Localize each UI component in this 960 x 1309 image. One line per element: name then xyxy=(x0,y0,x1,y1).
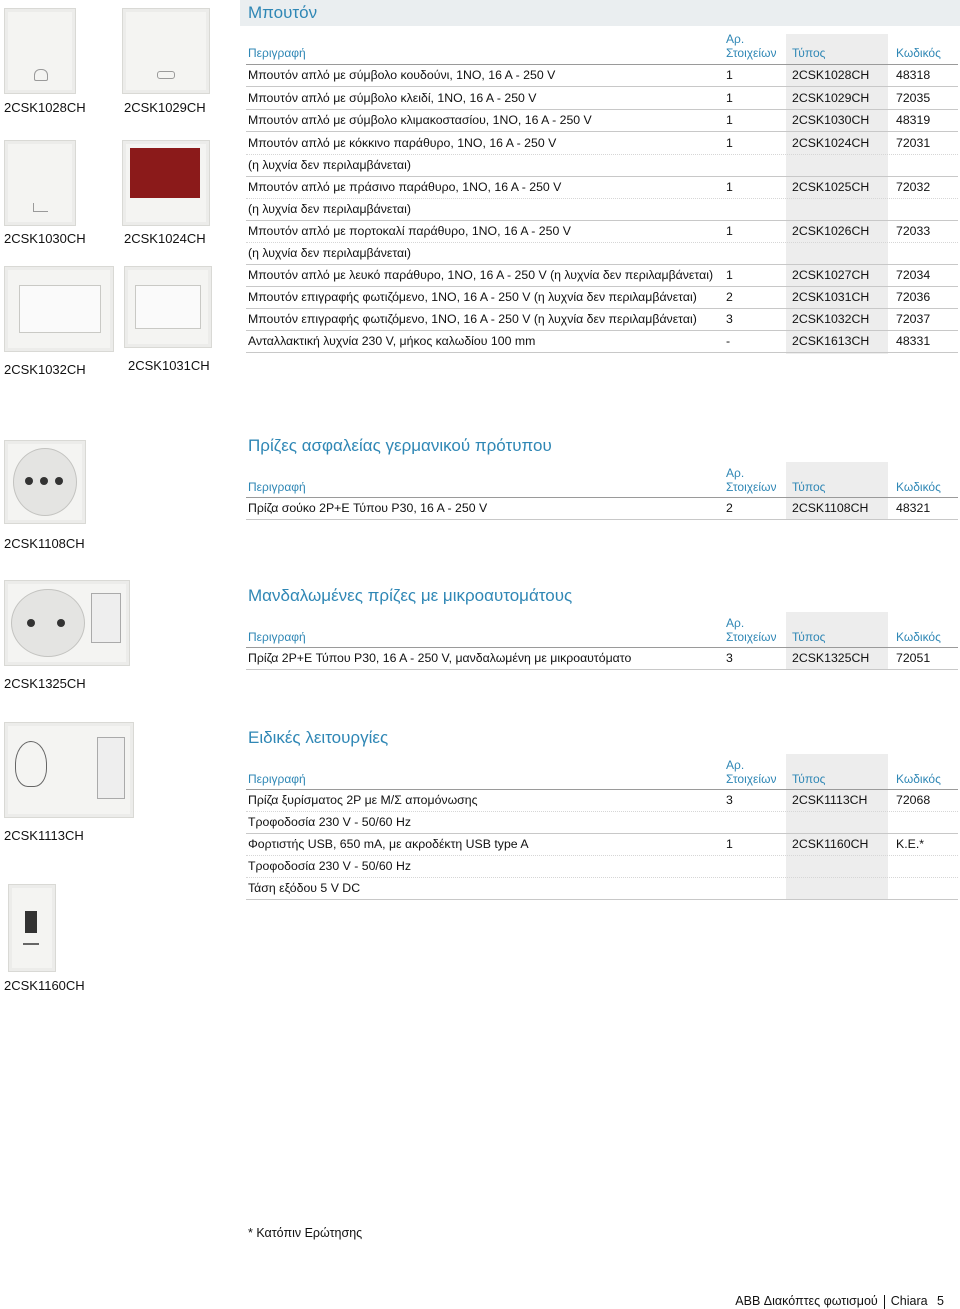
table-row xyxy=(246,286,958,309)
footer-series: Chiara xyxy=(890,1294,928,1308)
table-row xyxy=(246,132,958,155)
row-count: 1 xyxy=(726,136,733,150)
product-label-2csk1032ch: 2CSK1032CH xyxy=(4,362,86,377)
product-image-2csk1031ch xyxy=(124,266,212,348)
table-row xyxy=(246,154,958,177)
row-description: Μπουτόν απλό με σύμβολο κουδούνι, 1NO, 16 A - 250 V xyxy=(248,68,556,82)
product-label-2csk1108ch: 2CSK1108CH xyxy=(4,536,85,551)
socket-hole xyxy=(25,477,33,485)
row-count: 3 xyxy=(726,312,733,326)
row-type: 2CSK1613CH xyxy=(792,334,870,348)
row-count: 1 xyxy=(726,224,733,238)
header-type: Τύπος xyxy=(792,630,826,644)
row-code: 72068 xyxy=(896,793,931,807)
header-count-2: Στοιχείων xyxy=(726,480,777,494)
row-code: 72034 xyxy=(896,268,931,282)
row-type: 2CSK1032CH xyxy=(792,312,870,326)
page-footer xyxy=(735,1294,944,1309)
header-code: Κωδικός xyxy=(896,46,941,60)
row-code: 72031 xyxy=(896,136,931,150)
table-row xyxy=(246,242,958,265)
row-type: 2CSK1029CH xyxy=(792,91,870,105)
row-type: 2CSK1027CH xyxy=(792,268,870,282)
header-count-1: Αρ. xyxy=(726,616,745,630)
row-description: Πρίζα σούκο 2P+E Τύπου P30, 16 A - 250 V xyxy=(248,501,488,515)
row-count: 3 xyxy=(726,651,733,665)
row-code: 48331 xyxy=(896,334,931,348)
stairs-icon xyxy=(33,203,48,212)
bell-icon xyxy=(34,69,48,81)
row-count: 2 xyxy=(726,501,733,515)
footnote: * Κατόπιν Ερώτησης xyxy=(248,1226,363,1240)
socket-hole xyxy=(55,477,63,485)
header-description: Περιγραφή xyxy=(248,630,306,644)
product-label-2csk1160ch: 2CSK1160CH xyxy=(4,978,85,993)
row-description: Μπουτόν απλό με σύμβολο κλιμακοστασίου, 1NO, 16 A - 250 V xyxy=(248,113,592,127)
row-type: 2CSK1160CH xyxy=(792,837,869,851)
product-image-2csk1113ch xyxy=(4,722,134,818)
section-title-bar xyxy=(240,0,960,26)
row-count: 1 xyxy=(726,91,733,105)
table-row xyxy=(246,855,958,878)
row-type: 2CSK1113CH xyxy=(792,793,868,807)
breaker-switch xyxy=(91,593,121,643)
header-count-2: Στοιχείων xyxy=(726,772,777,786)
label-window xyxy=(19,285,101,333)
table-row xyxy=(246,811,958,834)
header-count-1: Αρ. xyxy=(726,758,745,772)
key-icon xyxy=(157,71,175,79)
row-count: 1 xyxy=(726,180,733,194)
row-description: Τάση εξόδου 5 V DC xyxy=(248,881,361,895)
section-title: Πρίζες ασφαλείας γερμανικού πρότυπου xyxy=(248,436,552,455)
page-number: 5 xyxy=(937,1294,944,1308)
header-count-1: Αρ. xyxy=(726,466,745,480)
product-image-2csk1325ch xyxy=(4,580,130,666)
row-type: 2CSK1026CH xyxy=(792,224,870,238)
table-row xyxy=(246,198,958,221)
table-row xyxy=(246,264,958,287)
table-row xyxy=(246,789,958,812)
product-image-2csk1024ch xyxy=(122,140,210,226)
product-label-2csk1031ch: 2CSK1031CH xyxy=(128,358,210,373)
label-window xyxy=(135,285,201,329)
usb-icon xyxy=(23,943,39,945)
row-code: 48319 xyxy=(896,113,931,127)
row-description: Μπουτόν απλό με πράσινο παράθυρο, 1NO, 16 A - 250 V xyxy=(248,180,562,194)
row-count: 2 xyxy=(726,290,733,304)
row-description: Τροφοδοσία 230 V - 50/60 Hz xyxy=(248,859,411,873)
row-description: Μπουτόν απλό με πορτοκαλί παράθυρο, 1NO, 16 A - 250 V xyxy=(248,224,571,238)
header-code: Κωδικός xyxy=(896,480,941,494)
product-label-2csk1029ch: 2CSK1029CH xyxy=(124,100,206,115)
row-count: 3 xyxy=(726,793,733,807)
row-count: 1 xyxy=(726,268,733,282)
row-description: Μπουτόν απλό με σύμβολο κλειδί, 1NO, 16 A - 250 V xyxy=(248,91,537,105)
table-row xyxy=(246,497,958,520)
product-label-2csk1030ch: 2CSK1030CH xyxy=(4,231,86,246)
row-count: 1 xyxy=(726,68,733,82)
header-description: Περιγραφή xyxy=(248,772,306,786)
footer-divider xyxy=(884,1295,885,1309)
row-description: Μπουτόν επιγραφής φωτιζόμενο, 1NO, 16 A - 250 V (η λυχνία δεν περιλαμβάνεται) xyxy=(248,312,697,326)
row-code: 72032 xyxy=(896,180,931,194)
product-image-2csk1028ch xyxy=(4,8,76,94)
table-row xyxy=(246,87,958,110)
socket-hole xyxy=(40,477,48,485)
product-image-2csk1030ch xyxy=(4,140,76,226)
product-image-2csk1108ch xyxy=(4,440,86,524)
row-description: Φορτιστής USB, 650 mA, με ακροδέκτη USB type A xyxy=(248,837,529,851)
row-code: 48321 xyxy=(896,501,931,515)
row-code: 72035 xyxy=(896,91,931,105)
header-type: Τύπος xyxy=(792,772,826,786)
usb-port xyxy=(25,911,37,933)
row-code: Κ.Ε.* xyxy=(896,837,925,851)
row-type: 2CSK1108CH xyxy=(792,501,869,515)
header-description: Περιγραφή xyxy=(248,480,306,494)
product-label-2csk1113ch: 2CSK1113CH xyxy=(4,828,84,843)
shaver-face-icon xyxy=(15,741,47,787)
row-description: (η λυχνία δεν περιλαμβάνεται) xyxy=(248,202,411,216)
product-label-2csk1325ch: 2CSK1325CH xyxy=(4,676,86,691)
row-count: 1 xyxy=(726,113,733,127)
table-row xyxy=(246,330,958,353)
table-row xyxy=(246,109,958,132)
row-type: 2CSK1028CH xyxy=(792,68,870,82)
red-window xyxy=(130,148,200,198)
row-type: 2CSK1024CH xyxy=(792,136,870,150)
header-count-2: Στοιχείων xyxy=(726,46,777,60)
schuko-socket xyxy=(11,589,85,657)
section-title: Μπουτόν xyxy=(248,3,318,22)
row-description: (η λυχνία δεν περιλαμβάνεται) xyxy=(248,246,411,260)
row-code: 48318 xyxy=(896,68,931,82)
product-image-2csk1032ch xyxy=(4,266,114,352)
row-description: (η λυχνία δεν περιλαμβάνεται) xyxy=(248,158,411,172)
header-description: Περιγραφή xyxy=(248,46,306,60)
row-count: - xyxy=(726,334,731,348)
section-title: Μανδαλωμένες πρίζες με μικροαυτομάτους xyxy=(248,586,573,605)
row-type: 2CSK1025CH xyxy=(792,180,870,194)
row-description: Ανταλλακτική λυχνία 230 V, μήκος καλωδίου 100 mm xyxy=(248,334,536,348)
header-count-2: Στοιχείων xyxy=(726,630,777,644)
row-code: 72033 xyxy=(896,224,931,238)
header-count-1: Αρ. xyxy=(726,32,745,46)
table-row xyxy=(246,833,958,856)
row-code: 72037 xyxy=(896,312,931,326)
header-type: Τύπος xyxy=(792,480,826,494)
table-row xyxy=(246,308,958,331)
product-image-2csk1029ch xyxy=(122,8,210,94)
row-count: 1 xyxy=(726,837,733,851)
row-code: 72036 xyxy=(896,290,931,304)
row-type: 2CSK1325CH xyxy=(792,651,870,665)
shaver-socket xyxy=(97,737,125,799)
row-description: Μπουτόν απλό με κόκκινο παράθυρο, 1NO, 16 A - 250 V xyxy=(248,136,557,150)
table-row xyxy=(246,877,958,900)
row-code: 72051 xyxy=(896,651,931,665)
row-description: Πρίζα ξυρίσματος 2P με Μ/Σ απομόνωσης xyxy=(248,793,478,807)
row-description: Πρίζα 2P+E Τύπου P30, 16 A - 250 V, μανδαλωμένη με μικροαυτόματο xyxy=(248,651,632,665)
header-code: Κωδικός xyxy=(896,772,941,786)
table-row xyxy=(246,220,958,243)
table-row xyxy=(246,647,958,670)
row-description: Μπουτόν επιγραφής φωτιζόμενο, 1NO, 16 A - 250 V (η λυχνία δεν περιλαμβάνεται) xyxy=(248,290,697,304)
table-row xyxy=(246,64,958,87)
footer-brand: ABB Διακόπτες φωτισμού xyxy=(735,1294,878,1308)
row-type: 2CSK1030CH xyxy=(792,113,870,127)
header-code: Κωδικός xyxy=(896,630,941,644)
row-description: Μπουτόν απλό με λευκό παράθυρο, 1NO, 16 A - 250 V (η λυχνία δεν περιλαμβάνεται) xyxy=(248,268,714,282)
socket-hole xyxy=(27,619,35,627)
product-label-2csk1024ch: 2CSK1024CH xyxy=(124,231,206,246)
product-label-2csk1028ch: 2CSK1028CH xyxy=(4,100,86,115)
socket-hole xyxy=(57,619,65,627)
row-description: Τροφοδοσία 230 V - 50/60 Hz xyxy=(248,815,411,829)
table-row xyxy=(246,176,958,199)
row-type: 2CSK1031CH xyxy=(792,290,870,304)
header-type: Τύπος xyxy=(792,46,826,60)
product-image-2csk1160ch xyxy=(8,884,56,972)
section-title: Ειδικές λειτουργίες xyxy=(248,728,389,747)
